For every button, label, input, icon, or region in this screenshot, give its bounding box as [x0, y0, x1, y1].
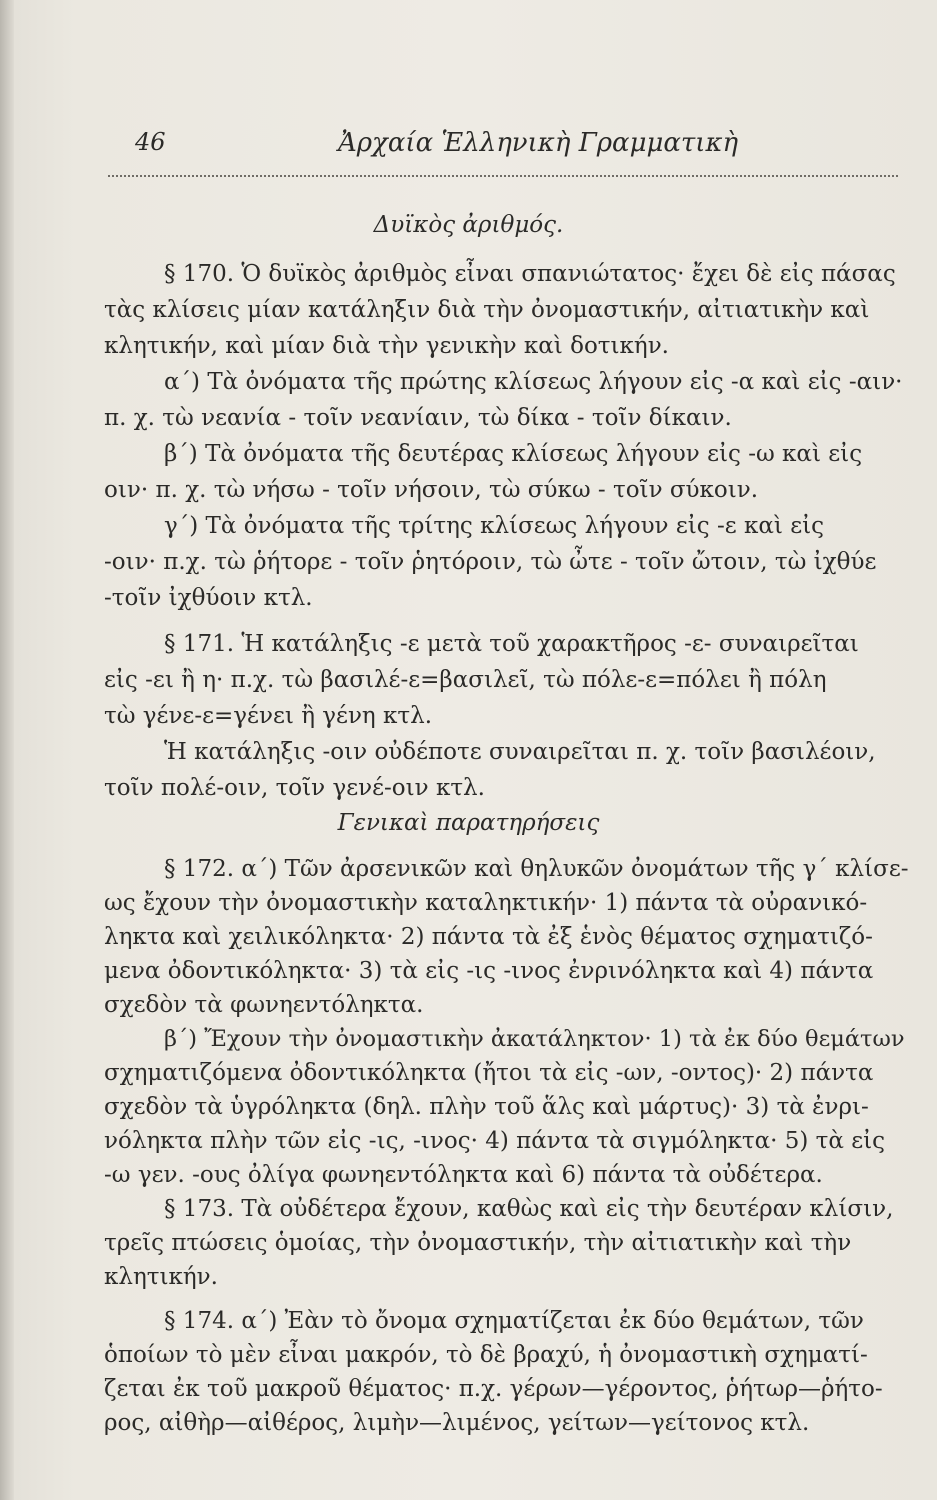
text-line: νόληκτα πλὴν τῶν εἰς -ις, -ινος· 4) πάντα τὰ σιγμόληκτα· 5) τὰ εἰς: [104, 1128, 886, 1154]
text-line: ως ἔχουν τὴν ὀνομαστικὴν καταληκτικήν· 1) πάντα τὰ οὐρανικό-: [104, 890, 868, 916]
text-line: τρεῖς πτώσεις ὁμοίας, τὴν ὀνομαστικήν, τὴν αἰτιατικὴν καὶ τὴν: [104, 1230, 852, 1256]
section-dual-body: [104, 256, 909, 806]
running-title: Ἀρχαία Ἑλληνικὴ Γραμματικὴ: [338, 128, 739, 158]
section-general-body: [104, 852, 909, 1440]
text-line: τὼ γένε-ε=γένει ἢ γένη κτλ.: [104, 703, 433, 729]
text-line: § 171. Ἡ κατάληξις -ε μετὰ τοῦ χαρακτῆρος -ε- συναιρεῖται: [164, 631, 859, 657]
text-line: οιν· π. χ. τὼ νήσω - τοῖν νήσοιν, τὼ σύκω - τοῖν σύκοιν.: [104, 477, 759, 503]
text-line: -τοῖν ἰχθύοιν κτλ.: [104, 585, 313, 611]
text-line: εἰς -ει ἢ η· π.χ. τὼ βασιλέ-ε=βασιλεῖ, τὼ πόλε-ε=πόλει ἢ πόλη: [104, 667, 827, 693]
text-line: π. χ. τὼ νεανία - τοῖν νεανίαιν, τὼ δίκα - τοῖν δίκαιν.: [104, 405, 732, 431]
text-line: ὁποίων τὸ μὲν εἶναι μακρόν, τὸ δὲ βραχύ, ἡ ὀνομαστικὴ σχηματί-: [104, 1342, 868, 1368]
text-line: σχηματιζόμενα ὀδοντικόληκτα (ἤτοι τὰ εἰς -ων, -οντος)· 2) πάντα: [104, 1060, 874, 1086]
text-line: -οιν· π.χ. τὼ ῥήτορε - τοῖν ῥητόροιν, τὼ ὦτε - τοῖν ὤτοιν, τὼ ἰχθύε: [104, 549, 877, 575]
text-line: κλητικήν, καὶ μίαν διὰ τὴν γενικὴν καὶ δοτικήν.: [104, 333, 669, 359]
text-line: γ΄) Τὰ ὀνόματα τῆς τρίτης κλίσεως λήγουν εἰς -ε καὶ εἰς: [164, 513, 825, 539]
text-line: § 172. α΄) Τῶν ἀρσενικῶν καὶ θηλυκῶν ὀνομάτων τῆς γ΄ κλίσε-: [164, 856, 909, 882]
text-line: β΄) Τὰ ὀνόματα τῆς δευτέρας κλίσεως λήγουν εἰς -ω καὶ εἰς: [164, 441, 863, 467]
text-line: Ἡ κατάληξις -οιν οὐδέποτε συναιρεῖται π. χ. τοῖν βασιλέοιν,: [164, 739, 876, 765]
text-line: α΄) Τὰ ὀνόματα τῆς πρώτης κλίσεως λήγουν εἰς -α καὶ εἰς -αιν·: [164, 369, 903, 395]
text-line: § 173. Τὰ οὐδέτερα ἔχουν, καθὼς καὶ εἰς τὴν δευτέραν κλίσιν,: [164, 1196, 894, 1222]
text-line: τὰς κλίσεις μίαν κατάληξιν διὰ τὴν ὀνομαστικήν, αἰτιατικὴν καὶ: [104, 297, 870, 323]
section-heading-dual: Δυϊκὸς ἀριθμός.: [373, 212, 564, 238]
text-line: ζεται ἐκ τοῦ μακροῦ θέματος· π.χ. γέρων—γέροντος, ῥήτωρ—ῥήτο-: [104, 1376, 883, 1402]
text-line: τοῖν πολέ-οιν, τοῖν γενέ-οιν κτλ.: [104, 775, 485, 801]
text-line: μενα ὀδοντικόληκτα· 3) τὰ εἰς -ις -ινος ἐνρινόληκτα καὶ 4) πάντα: [104, 958, 874, 984]
text-line: κλητικήν.: [104, 1264, 218, 1290]
header-dotted-rule: [108, 175, 898, 177]
text-line: -ω γεν. -ους ὀλίγα φωνηεντόληκτα καὶ 6) πάντα τὰ οὐδέτερα.: [104, 1162, 823, 1188]
text-line: β΄) Ἔχουν τὴν ὀνομαστικὴν ἀκατάληκτον· 1) τὰ ἐκ δύο θεμάτων: [164, 1026, 905, 1052]
text-line: ρος, αἰθὴρ—αἰθέρος, λιμὴν—λιμένος, γείτων—γείτονος κτλ.: [104, 1410, 810, 1436]
text-line: ληκτα καὶ χειλικόληκτα· 2) πάντα τὰ ἐξ ἑνὸς θέματος σχηματιζό-: [104, 924, 873, 950]
section-heading-general: Γενικαὶ παρατηρήσεις: [337, 810, 600, 836]
text-line: § 174. α΄) Ἐὰν τὸ ὄνομα σχηματίζεται ἐκ δύο θεμάτων, τῶν: [164, 1308, 864, 1334]
page-number: 46: [135, 128, 166, 156]
text-line: § 170. Ὁ δυϊκὸς ἀριθμὸς εἶναι σπανιώτατος· ἔχει δὲ εἰς πάσας: [164, 261, 896, 287]
text-line: σχεδὸν τὰ ὑγρόληκτα (δηλ. πλὴν τοῦ ἅλς καὶ μάρτυς)· 3) τὰ ἐνρι-: [104, 1094, 869, 1120]
page-header: [108, 128, 898, 168]
text-line: σχεδὸν τὰ φωνηεντόληκτα.: [104, 992, 424, 1018]
